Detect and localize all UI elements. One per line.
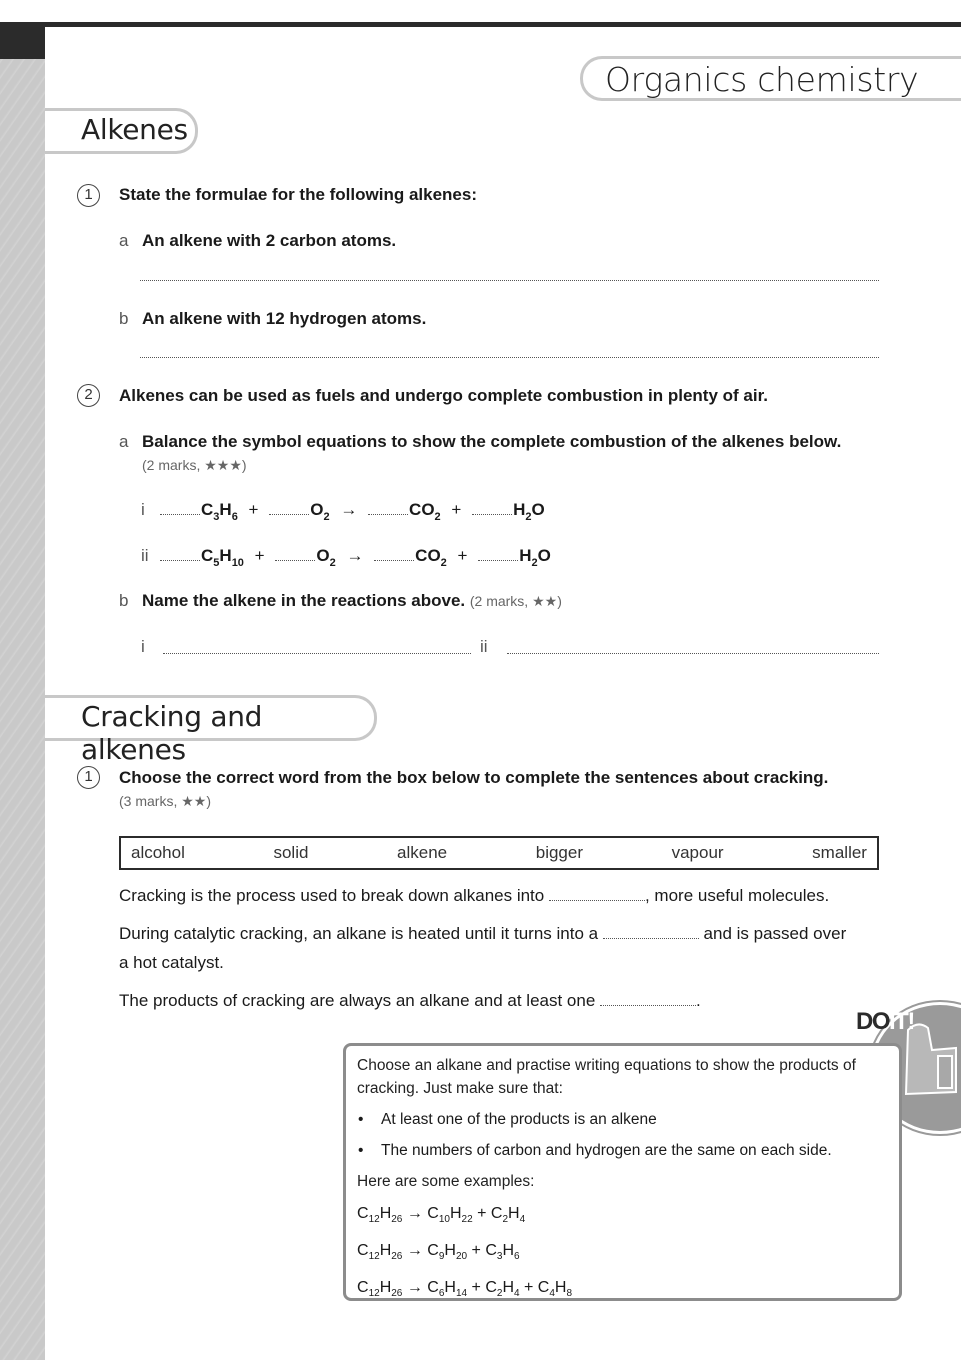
equation-label: ii	[141, 546, 149, 565]
top-corner-block	[0, 22, 45, 59]
part-label: a	[119, 231, 129, 250]
section-title: Alkenes	[81, 113, 188, 146]
tip-bullet: • The numbers of carbon and hydrogen are the same on each side.	[357, 1139, 888, 1162]
arrow-icon: →	[346, 546, 364, 565]
part-text: Name the alkene in the reactions above. (2 marks, ★★)	[142, 591, 562, 610]
part-label: b	[119, 309, 129, 328]
top-rule	[0, 22, 961, 27]
word-option: vapour	[671, 843, 724, 862]
coefficient-blank[interactable]	[160, 514, 200, 515]
answer-line[interactable]	[140, 357, 879, 358]
fill-blank[interactable]	[600, 1005, 696, 1006]
sentence-3: The products of cracking are always an alkane and at least one .	[119, 991, 701, 1010]
section-title: Cracking and alkenes	[81, 700, 263, 766]
answer-line[interactable]	[140, 280, 879, 281]
word-option: alkene	[397, 843, 448, 862]
answer-line-ii[interactable]	[507, 653, 879, 654]
marks-indicator: (3 marks, ★★)	[119, 793, 211, 809]
example-equation-3: $C_{12}H_{26} \to C_6H_{14} + C_2H_4 + C_4H_8$	[357, 1279, 573, 1299]
equation-label: i	[141, 500, 145, 519]
marks-indicator: (2 marks, ★★)	[469, 593, 562, 609]
section-tab-cracking	[45, 695, 377, 766]
question-text: State the formulae for the following alkenes:	[119, 185, 477, 204]
question-number: 1	[77, 766, 100, 789]
answer-label: ii	[480, 637, 488, 656]
answer-label: i	[141, 637, 145, 656]
doit-tip-box	[343, 1043, 902, 1301]
question-text: Alkenes can be used as fuels and undergo complete combustion in plenty of air.	[119, 386, 768, 405]
marks-indicator: (2 marks, ★★★)	[142, 457, 247, 473]
coefficient-blank[interactable]	[478, 560, 518, 561]
word-option: alcohol	[131, 843, 185, 862]
question-number: 2	[77, 384, 100, 407]
equation-ii: $C_5H_{10} + O_2 \to CO_2 + H_2O$	[160, 546, 551, 569]
section-tab-alkenes	[45, 108, 198, 154]
chapter-title-tab	[580, 56, 961, 101]
side-stripe	[0, 59, 45, 1360]
coefficient-blank[interactable]	[368, 514, 408, 515]
part-text: An alkene with 12 hydrogen atoms.	[142, 309, 427, 328]
part-text: An alkene with 2 carbon atoms.	[142, 231, 397, 250]
doit-badge-label: DOIT!	[856, 1008, 914, 1035]
fill-blank[interactable]	[603, 938, 699, 939]
coefficient-blank[interactable]	[269, 514, 309, 515]
part-label: a	[119, 432, 129, 451]
coefficient-blank[interactable]	[472, 514, 512, 515]
word-option: bigger	[535, 843, 583, 862]
part-label: b	[119, 591, 129, 610]
question-number: 1	[77, 184, 100, 207]
example-equation-2: $C_{12}H_{26} \to C_9H_{20} + C_3H_6$	[357, 1242, 520, 1262]
sentence-1: Cracking is the process used to break down alkanes into , more useful molecules.	[119, 886, 830, 905]
equation-i: $C_3H_6 + O_2 \to CO_2 + H_2O$	[160, 500, 545, 523]
example-equation-1: $C_{12}H_{26} \to C_{10}H_{22} + C_2H_4$	[357, 1205, 526, 1225]
coefficient-blank[interactable]	[160, 560, 200, 561]
word-option: smaller	[812, 843, 867, 862]
word-option: solid	[273, 843, 309, 862]
part-text: Balance the symbol equations to show the complete combustion of the alkenes below.	[142, 432, 842, 451]
coefficient-blank[interactable]	[374, 560, 414, 561]
answer-line-i[interactable]	[163, 653, 471, 654]
arrow-icon: →	[340, 500, 358, 519]
coefficient-blank[interactable]	[275, 560, 315, 561]
tip-intro: Choose an alkane and practise writing equations to show the products of cracking. Just make sure that:	[357, 1057, 856, 1097]
fill-blank[interactable]	[549, 900, 645, 901]
sentence-2: During catalytic cracking, an alkane is heated until it turns into a and is passed over a hot catalyst.	[119, 924, 847, 972]
tip-bullet: • At least one of the products is an alkene	[357, 1108, 888, 1131]
word-box	[119, 836, 879, 870]
chapter-title: Organics chemistry	[605, 60, 919, 99]
question-text: Choose the correct word from the box below to complete the sentences about cracking.	[119, 768, 829, 787]
examples-label: Here are some examples:	[357, 1173, 535, 1190]
